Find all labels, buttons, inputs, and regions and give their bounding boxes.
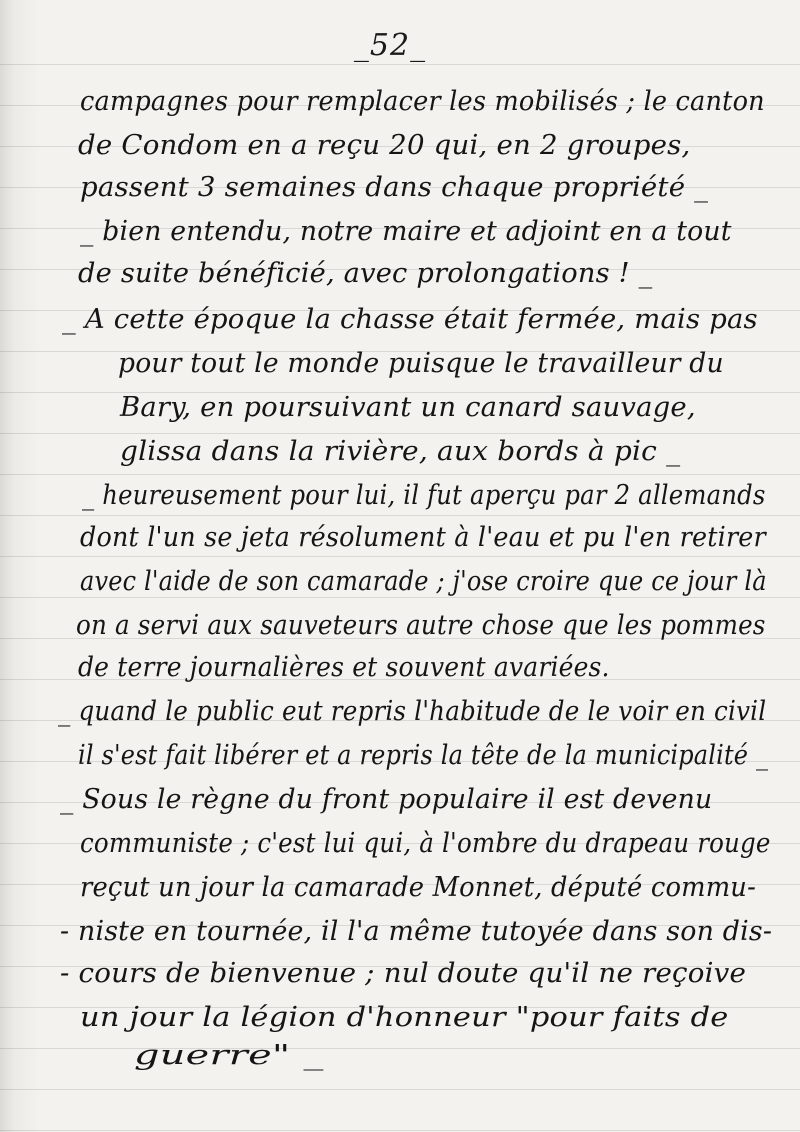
text-line: il s'est fait libérer et a repris la tête de la municipalité _ xyxy=(78,740,769,771)
text-line: pour tout le monde puisque le travailleur du xyxy=(118,348,724,379)
text-line: guerre" _ xyxy=(134,1040,324,1071)
text-line: - cours de bienvenue ; nul doute qu'il ne reçoive xyxy=(60,958,747,989)
page-number: _52_ xyxy=(353,28,427,63)
text-line: on a servi aux sauveteurs autre chose que les pommes xyxy=(76,610,766,641)
text-line: glissa dans la rivière, aux bords à pic _ xyxy=(120,436,681,467)
text-line: - niste en tournée, il l'a même tutoyée dans son dis- xyxy=(60,916,773,947)
text-line: _ quand le public eut repris l'habitude de le voir en civil xyxy=(58,696,767,727)
text-line: de suite bénéficié, avec prolongations ! _ xyxy=(78,258,653,289)
text-line: reçut un jour la camarade Monnet, député commu- xyxy=(80,872,756,903)
text-line: de terre journalières et souvent avariées. xyxy=(78,652,610,683)
text-line: Bary, en poursuivant un canard sauvage, xyxy=(120,392,696,423)
text-line: campagnes pour remplacer les mobilisés ; le canton xyxy=(80,86,765,117)
text-line: avec l'aide de son camarade ; j'ose croire que ce jour là xyxy=(80,566,767,597)
text-line: dont l'un se jeta résolument à l'eau et pu l'en retirer xyxy=(80,522,766,553)
text-line: de Condom en a reçu 20 qui, en 2 groupes, xyxy=(78,130,691,161)
text-line: _ bien entendu, notre maire et adjoint en a tout xyxy=(80,216,732,247)
text-line: _ A cette époque la chasse était fermée, mais pas xyxy=(62,304,758,335)
text-line: _ heureusement pour lui, il fut aperçu par 2 allemands xyxy=(82,480,766,511)
text-line: communiste ; c'est lui qui, à l'ombre du drapeau rouge xyxy=(80,828,771,859)
text-line: _ Sous le règne du front populaire il est devenu xyxy=(60,784,713,815)
text-line: un jour la légion d'honneur "pour faits de xyxy=(80,1002,729,1033)
text-line: passent 3 semaines dans chaque propriété _ xyxy=(80,172,709,203)
